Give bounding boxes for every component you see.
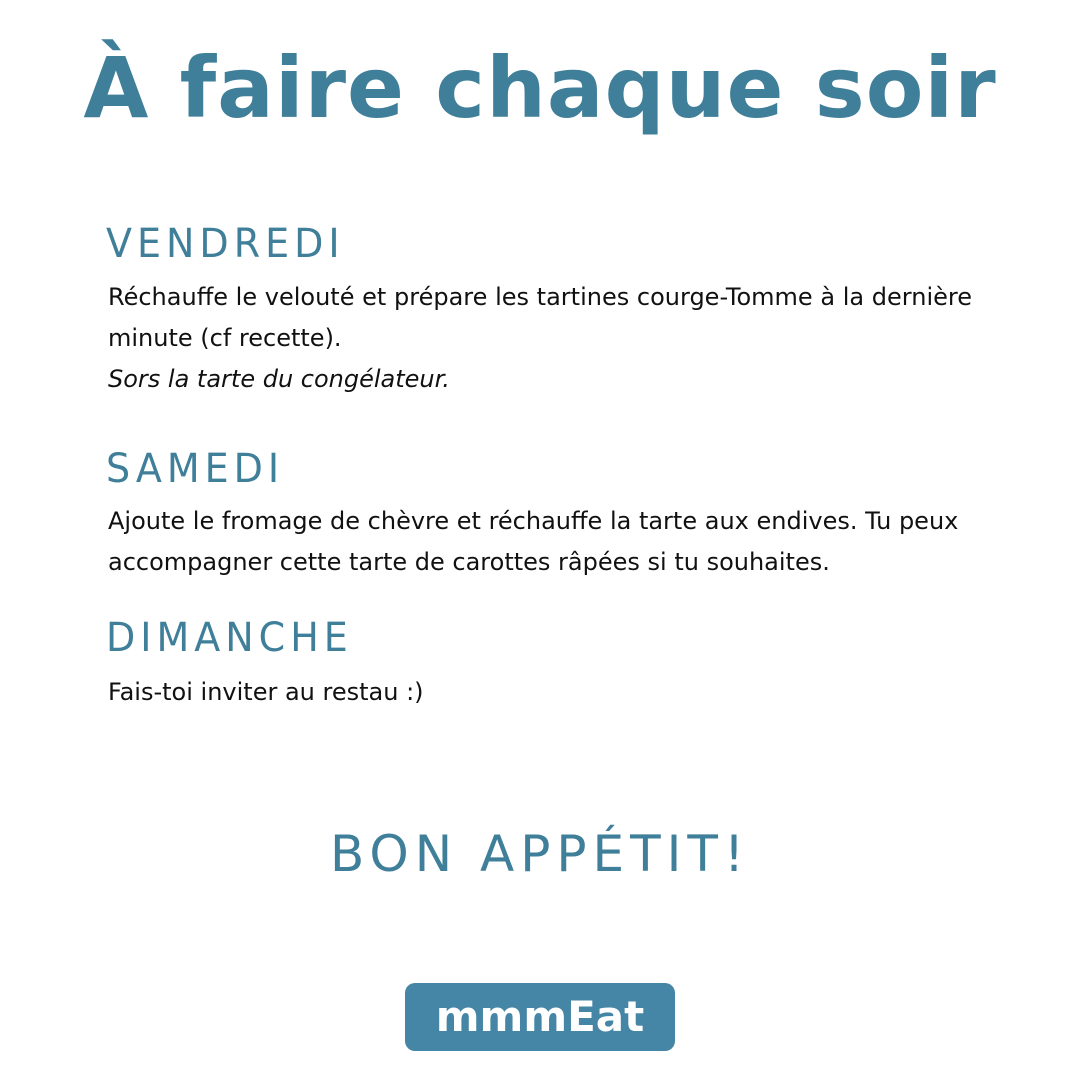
- day-text-vendredi: [108, 277, 972, 400]
- vendredi-instructions: Réchauffe le velouté et prépare les tartines courge-Tomme à la dernière minute (cf recette).: [108, 283, 972, 352]
- vendredi-note: Sors la tarte du congélateur.: [108, 365, 450, 393]
- brand-logo-text: mmmEat: [435, 992, 645, 1041]
- day-text-samedi: Ajoute le fromage de chèvre et réchauffe la tarte aux endives. Tu peux accompagner cette tarte de carottes râpées si tu souhaites.: [108, 507, 959, 576]
- day-heading-samedi: SAMEDI: [106, 445, 285, 492]
- page-title: À faire chaque soir: [83, 39, 997, 137]
- day-heading-dimanche: DIMANCHE: [106, 614, 353, 661]
- day-text-dimanche: Fais-toi inviter au restau :): [108, 678, 424, 706]
- day-heading-vendredi: VENDREDI: [106, 220, 345, 267]
- brand-logo: [405, 983, 675, 1051]
- closing-message: BON APPÉTIT!: [329, 825, 751, 883]
